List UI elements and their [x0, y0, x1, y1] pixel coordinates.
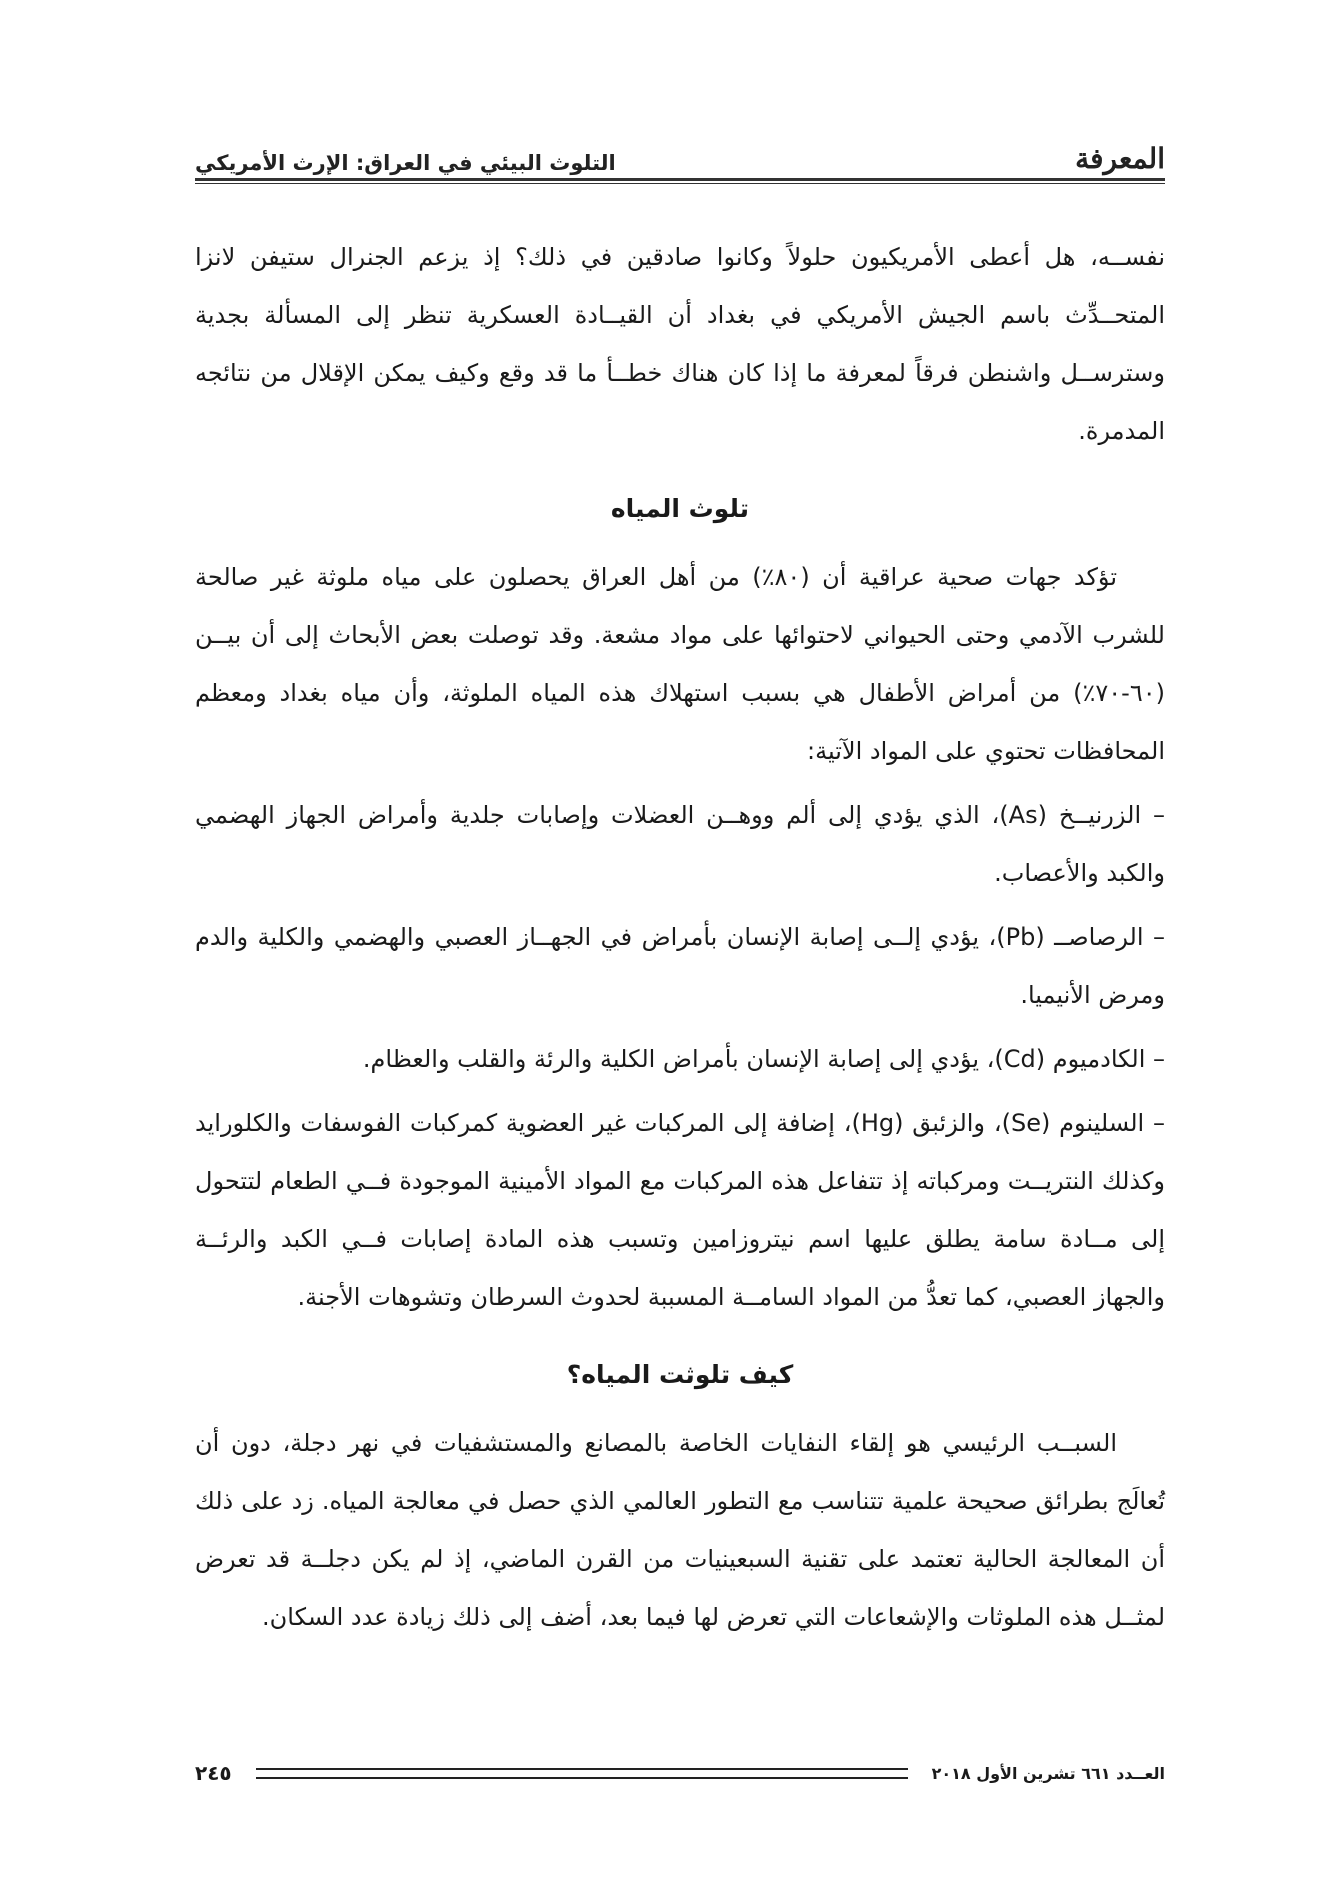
issue-info: العــدد ٦٦١ تشرين الأول ٢٠١٨ — [931, 1763, 1165, 1783]
section-heading-how-polluted: كيف تلوثت المياه؟ — [566, 1360, 794, 1389]
running-title: التلوث البيئي في العراق: الإرث الأمريكي — [195, 151, 616, 175]
bullet-arsenic: – الزرنيــخ (As)، الذي يؤدي إلى ألم ووهــن العضلات وإصابات جلدية وأمراض الجهاز الهضمي والكبد والأعصاب. — [195, 801, 1165, 887]
opening-paragraph: نفســه، هل أعطى الأمريكيون حلولاً وكانوا صادقين في ذلك؟ إذ يزعم الجنرال ستيفن لانزا المتحــدِّث باسم الجيش الأمريكي في بغداد أن القيــادة العسكرية تنظر إلى المسألة بجدية وسترســل واشنطن فرقاً لمعرفة ما إذا كان هناك خطــأ ما قد وقع وكيف يمكن الإقلال من نتائجه المدمرة. — [195, 243, 1165, 445]
page-header — [195, 125, 1165, 175]
magazine-logo: المعرفة — [1075, 142, 1165, 175]
section-heading-water-pollution: تلوث المياه — [610, 494, 750, 523]
bullet-cadmium: – الكادميوم (Cd)، يؤدي إلى إصابة الإنسان بأمراض الكلية والرئة والقلب والعظام. — [362, 1045, 1165, 1073]
bullet-selenium-mercury: – السلينوم (Se)، والزئبق (Hg)، إضافة إلى المركبات غير العضوية كمركبات الفوسفات والكلورايد وكذلك النتريــت ومركباته إذ تتفاعل هذه المركبات مع المواد الأمينية الموجودة فــي الطعام لتتحول إلى مــادة سامة يطلق عليها اسم نيتروزامين وتسبب هذه المادة إصابات فــي الكبد والرئــة والجهاز العصبي، كما تعدُّ من المواد السامــة المسببة لحدوث السرطان وتشوهات الأجنة. — [195, 1109, 1166, 1311]
page-footer — [195, 1758, 1165, 1788]
bullet-lead: – الرصاصــ (Pb)، يؤدي إلــى إصابة الإنسان بأمراض في الجهــاز العصبي والهضمي والكلية والدم ومرض الأنيميا. — [195, 923, 1165, 1009]
water-pollution-intro: تؤكد جهات صحية عراقية أن (٨٠٪) من أهل العراق يحصلون على مياه ملوثة غير صالحة للشرب الآدمي وحتى الحيواني لاحتوائها على مواد مشعة. وقد توصلت بعض الأبحاث إلى أن بيــن (٦٠-٧٠٪) من أمراض الأطفال هي بسبب استهلاك هذه المياه الملوثة، وأن مياه بغداد ومعظم المحافظات تحتوي على المواد الآتية: — [195, 563, 1165, 765]
how-polluted-paragraph: السبــب الرئيسي هو إلقاء النفايات الخاصة بالمصانع والمستشفيات في نهر دجلة، دون أن تُعالَج بطرائق صحيحة علمية تتناسب مع التطور العالمي الذي حصل في معالجة المياه. زد على ذلك أن المعالجة الحالية تعتمد على تقنية السبعينيات من القرن الماضي، إذ لم يكن دجلــة قد تعرض لمثــل هذه الملوثات والإشعاعات التي تعرض لها فيما بعد، أضف إلى ذلك زيادة عدد السكان. — [195, 1429, 1165, 1631]
footer-rule — [256, 1768, 908, 1779]
article-body — [195, 228, 1165, 1646]
page-number: ٢٤٥ — [195, 1761, 232, 1785]
header-rule — [195, 178, 1165, 184]
